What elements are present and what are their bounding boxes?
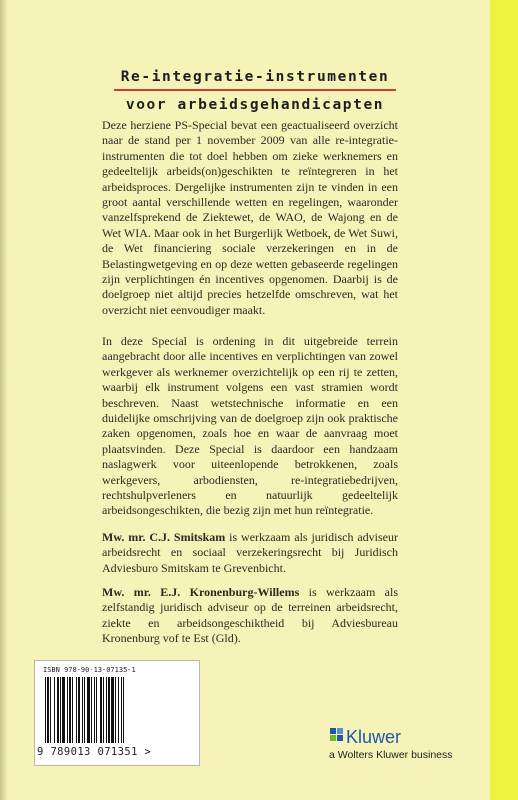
book-title: [114, 66, 396, 116]
title-divider: [114, 89, 396, 91]
kluwer-logo-icon: [329, 727, 344, 745]
author-description-2: is werkzaam als zelfstandig juridisch adviseur op de terreinen arbeidsrecht, ziekte en arbeidsongeschiktheid bij Adviesbureau Kronenburg vof te Est (Gld).: [102, 585, 399, 646]
title-line-2: voor arbeidsgehandicapten: [125, 97, 385, 113]
publisher-name: Kluwer: [346, 727, 402, 747]
barcode-digits: 9 789013 071351 >: [37, 746, 152, 758]
author-bio-2: [102, 585, 398, 647]
isbn-label: ISBN 978-90-13-07135-1: [43, 666, 136, 674]
publisher-logo: [329, 727, 489, 767]
author-name-2: Mw. mr. E.J. Kronenburg-Willems: [102, 585, 300, 599]
author-bio-1: [102, 530, 398, 576]
publisher-tagline: a Wolters Kluwer business: [329, 749, 453, 761]
content-paragraph: In deze Special is ordening in dit uitgebreide terrein aangebracht door alle incentives en verplichtingen van zowel werkgever als werknemer overzichtelijk op een rij te zetten, waarbij elk instrument volgens een vast stramien wordt beschreven. Naast wetstechnische informatie en een duidelijke omschrijving van de doelgroep zijn ook praktische zaken opgenomen, zoals hoe en waar de aanvraag moet plaatsvinden. Deze Special is daardoor een handzaam naslagwerk voor uiteenlopende betrokkenen, zoals werkgevers, arbodiensten, re-integratiebedrijven, rechtshulpverleners en natuurlijk gedeeltelijk arbeidsongeschikten, die bezig zijn met hun reïntegratie.: [102, 334, 398, 518]
isbn-barcode: [34, 660, 200, 766]
spine-shadow: [0, 0, 8, 800]
author-name-1: Mw. mr. C.J. Smitskam: [102, 530, 226, 544]
author-description-1: is werkzaam als juridisch adviseur arbeidsrecht en sociaal verzekeringsrecht bij Juridisch Adviesburo Smitskam te Grevenbicht.: [102, 530, 399, 575]
barcode-bars: [43, 677, 191, 743]
title-line-1: Re-integratie-instrumenten: [120, 69, 390, 85]
intro-paragraph: Deze herziene PS-Special bevat een geactualiseerd overzicht naar de stand per 1 november 2009 van alle re-integratie-instrumenten die tot doel hebben om zieke werknemers en gedeeltelijk arbeids(on)geschikten te reïntegreren in het arbeidsproces. Dergelijke instrumenten zijn te vinden in een groot aantal verschillende wetten en regelingen, waaronder vanzelfsprekend de Ziektewet, de WAO, de Wajong en de Wet WIA. Maar ook in het Burgerlijk Wetboek, de Wet Suwi, de Wet financiering sociale verzekeringen en in de Belastingwetgeving en op deze wetten gebaseerde regelingen zijn verplichtingen én incentives opgenomen. Daarbij is de doelgroep niet altijd precies hetzelfde omschreven, wat het overzicht niet eenvoudiger maakt.: [102, 118, 398, 317]
yellow-side-strip: [490, 0, 518, 800]
